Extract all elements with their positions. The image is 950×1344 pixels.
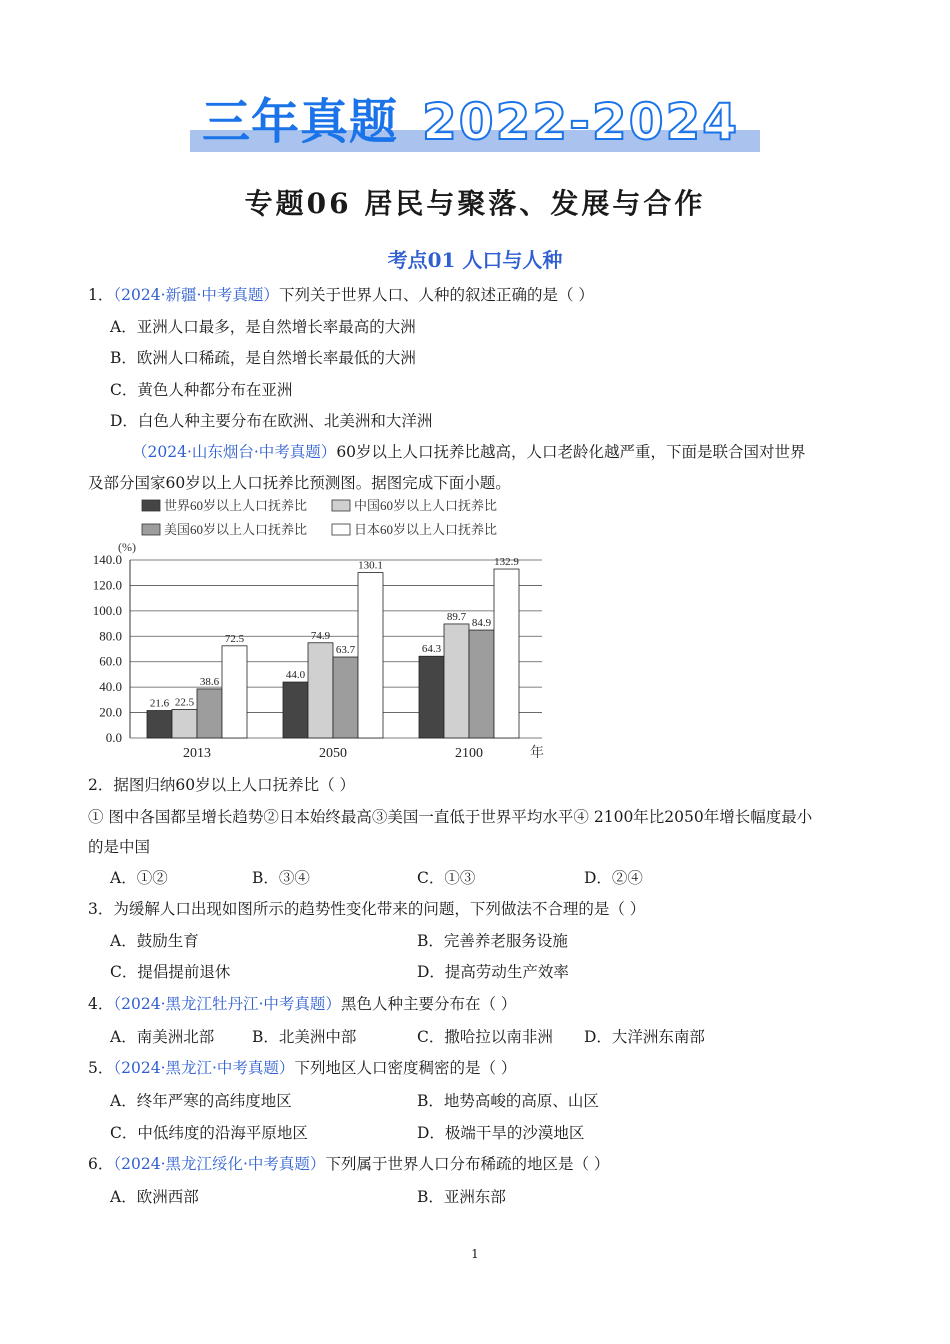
page-title: 专题06 居民与聚落、发展与合作 [244,187,706,220]
option-c: C．中低纬度的沿海平原地区 [110,1124,308,1142]
bar-2013-3 [222,646,247,738]
dependency-ratio-chart [60,496,560,768]
bar-value-label: 38.6 [199,675,220,688]
question-source: （2024·黑龙江·中考真题） [113,1059,295,1077]
question-1 [88,284,594,306]
option-c: C．撒哈拉以南非洲 [417,1028,553,1046]
x-tick-label: 2100 [455,746,483,761]
bar-2013-0 [147,711,172,738]
option-b: B．北美洲中部 [252,1028,357,1046]
legend-swatch [332,524,350,535]
question-stem: 下列属于世界人口分布稀疏的地区是（ ） [325,1155,610,1173]
bar-2100-1 [444,624,469,738]
x-tick-label: 2050 [319,746,347,761]
bar-value-label: 72.5 [224,632,245,645]
chart-bars [147,569,519,738]
question-6 [88,1153,609,1175]
option-a: A．亚洲人口最多，是自然增长率最高的大洲 [110,318,416,336]
intro-text-1: 60岁以上人口抚养比越高，人口老龄化越严重，下面是联合国对世界 [336,443,806,461]
bar-value-label: 74.9 [310,629,331,642]
bar-2013-2 [197,689,222,738]
legend-label: 中国60岁以上人口抚养比 [354,498,498,513]
option-c: C．黄色人种都分布在亚洲 [110,381,293,399]
bar-value-label: 21.6 [149,697,170,710]
option-b: B．完善养老服务设施 [417,932,568,950]
legend-label: 日本60岁以上人口抚养比 [354,522,498,537]
question-number: 6． [88,1155,114,1173]
option-b: B．欧洲人口稀疏，是自然增长率最低的大洲 [110,349,416,367]
y-tick-label: 80.0 [99,628,122,644]
y-axis-ticks [93,552,122,745]
header-banner [190,92,760,154]
option-c: C．提倡提前退休 [110,963,231,981]
y-tick-label: 20.0 [99,704,122,720]
question-number: 5． [88,1059,114,1077]
page-number: 1 [471,1247,479,1261]
legend-swatch [332,500,350,511]
option-d: D．②④ [584,869,643,887]
y-tick-label: 140.0 [92,552,122,567]
option-a: A．终年严寒的高纬度地区 [110,1092,292,1110]
x-tick-label: 2013 [183,746,211,761]
bar-2050-3 [358,573,383,738]
question-stem: 黑色人种主要分布在（ ） [340,995,517,1013]
y-tick-label: 40.0 [99,679,122,695]
x-axis-ticks [183,746,483,761]
bar-2050-2 [333,657,358,738]
option-a: A．①② [110,869,168,887]
y-axis-label: (%) [118,540,136,554]
option-a: A．欧洲西部 [110,1188,199,1206]
bar-value-label: 89.7 [446,610,467,623]
y-tick-label: 60.0 [99,653,122,669]
option-c: C．①③ [417,869,476,887]
intro-paragraph [132,441,806,463]
bar-2100-3 [494,569,519,738]
question-number: 4． [88,995,114,1013]
option-d: D．极端干旱的沙漠地区 [417,1124,585,1142]
bar-value-label: 84.9 [471,617,492,630]
question-5 [88,1057,516,1079]
intro-source: （2024·山东烟台·中考真题） [132,443,337,461]
option-b: B．③④ [252,869,310,887]
y-tick-label: 120.0 [92,577,122,593]
question-3-stem: 3．为缓解人口出现如图所示的趋势性变化带来的问题，下列做法不合理的是（ ） [88,900,646,918]
y-tick-label: 0.0 [105,730,122,745]
question-source: （2024·新疆·中考真题） [113,286,279,304]
bar-value-label: 44.0 [285,669,306,682]
bar-value-label: 22.5 [174,696,195,709]
bar-2100-2 [469,630,494,738]
option-b: B．地势高峻的高原、山区 [417,1092,599,1110]
bar-2100-0 [419,656,444,738]
bar-value-label: 132.9 [494,556,519,569]
bar-value-label: 63.7 [335,644,356,657]
bar-2013-1 [172,709,197,738]
chart-legend [142,498,497,537]
question-stem: 下列地区人口密度稠密的是（ ） [294,1059,517,1077]
legend-swatch [142,524,160,535]
section-heading: 考点01 人口与人种 [387,248,563,272]
banner-title: 三年真题 [202,94,399,150]
bar-2050-1 [308,643,333,738]
question-2-statements-cont: 的是中国 [88,838,151,856]
option-d: D．大洋洲东南部 [584,1028,705,1046]
question-4 [88,993,516,1015]
option-a: A．南美洲北部 [110,1028,215,1046]
question-source: （2024·黑龙江牡丹江·中考真题） [113,995,341,1013]
option-d: D．白色人种主要分布在欧洲、北美洲和大洋洲 [110,412,433,430]
bar-value-label: 64.3 [421,643,442,656]
question-number: 1． [88,286,114,304]
legend-swatch [142,500,160,511]
bar-value-label: 130.1 [358,559,383,572]
question-2-statements: ① 图中各国都呈增长趋势②日本始终最高③美国一直低于世界平均水平④ 2100年比2050年增长幅度最小 [88,808,813,826]
bar-2050-0 [283,682,308,738]
question-source: （2024·黑龙江绥化·中考真题） [113,1155,326,1173]
question-stem: 下列关于世界人口、人种的叙述正确的是（ ） [278,286,594,304]
y-tick-label: 100.0 [92,602,122,618]
banner-years: 2022-2024 [422,93,740,151]
x-axis-label: 年 [530,746,544,761]
intro-text-2: 及部分国家60岁以上人口抚养比预测图。据图完成下面小题。 [88,474,511,492]
option-b: B．亚洲东部 [417,1188,506,1206]
legend-label: 世界60岁以上人口抚养比 [164,498,308,513]
option-d: D．提高劳动生产效率 [417,963,569,981]
option-a: A．鼓励生育 [110,932,199,950]
question-2-stem: 2．据图归纳60岁以上人口抚养比（ ） [88,776,356,794]
legend-label: 美国60岁以上人口抚养比 [164,522,308,537]
